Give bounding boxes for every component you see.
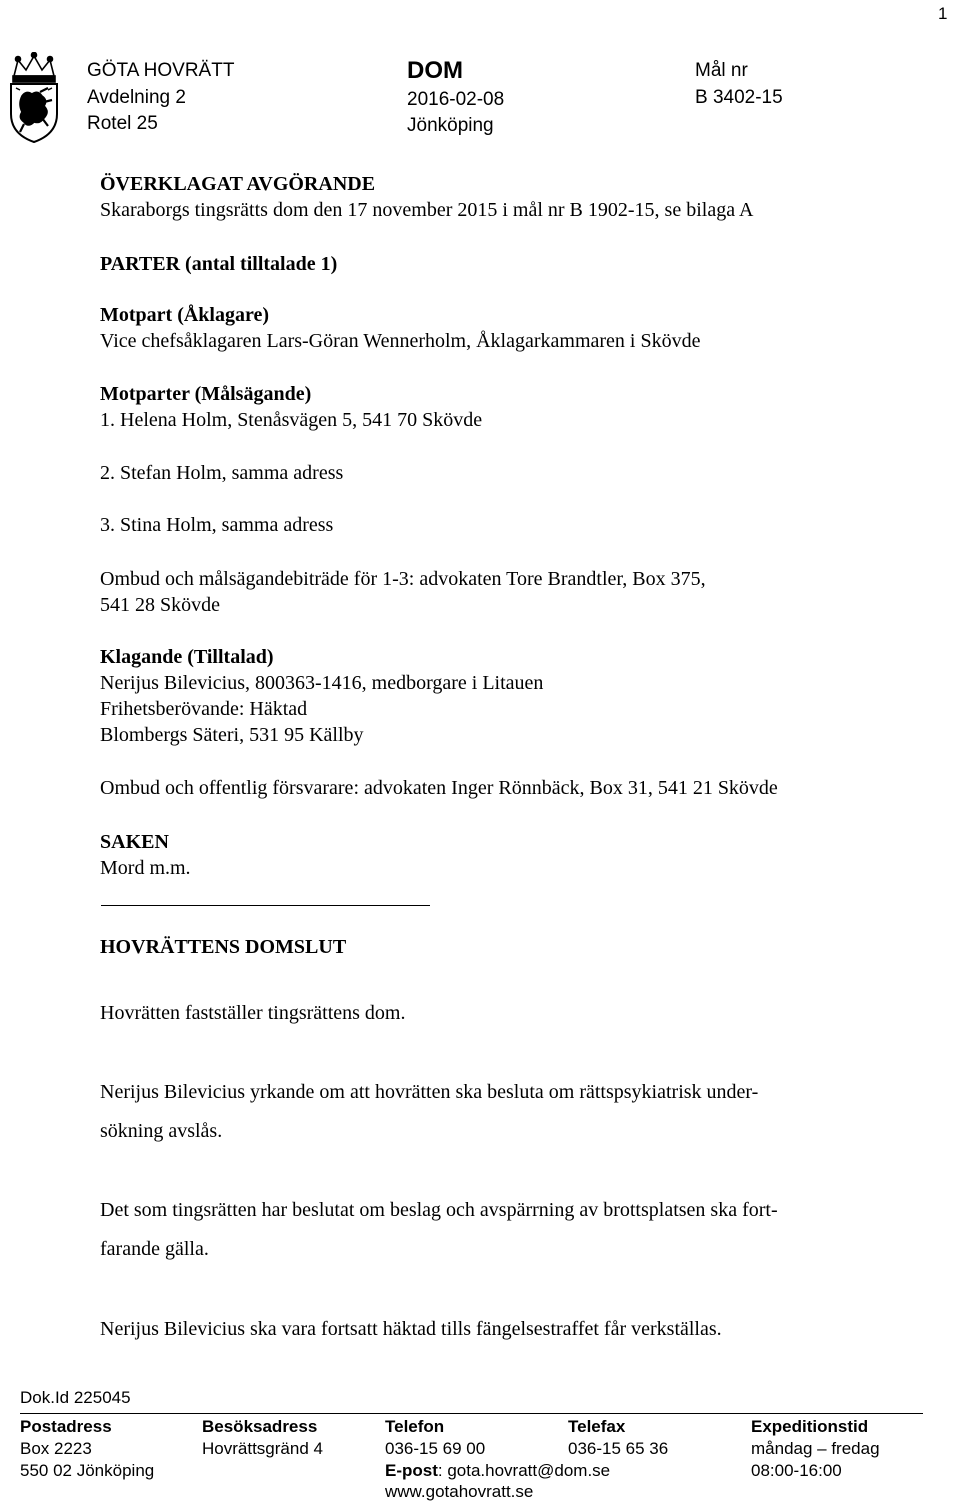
ruling-heading: HOVRÄTTENS DOMSLUT bbox=[100, 936, 347, 958]
footer-hours-days: måndag – fredag bbox=[751, 1439, 880, 1458]
ruling-paragraph-2-line1: Nerijus Bilevicius yrkande om att hovrätten ska besluta om rättspsykiatrisk under- bbox=[100, 1081, 759, 1103]
ruling-paragraph-2-line2: sökning avslås. bbox=[100, 1120, 223, 1142]
footer-rule bbox=[20, 1413, 923, 1414]
footer-visit-line1: Hovrättsgränd 4 bbox=[202, 1439, 323, 1458]
injured-party-2: 2. Stefan Holm, samma adress bbox=[100, 462, 344, 484]
footer-postal-line1: Box 2223 bbox=[20, 1439, 92, 1458]
prosecutor-heading: Motpart (Åklagare) bbox=[100, 304, 270, 326]
document-place: Jönköping bbox=[407, 115, 494, 136]
rotel: Rotel 25 bbox=[87, 113, 158, 134]
page-number: 1 bbox=[938, 4, 948, 23]
footer-visit-heading: Besöksadress bbox=[202, 1417, 318, 1436]
appellant-heading: Klagande (Tilltalad) bbox=[100, 646, 274, 668]
footer-website-link[interactable]: www.gotahovratt.se bbox=[385, 1482, 534, 1501]
ruling-paragraph-1: Hovrätten fastställer tingsrättens dom. bbox=[100, 1002, 406, 1024]
section-divider bbox=[101, 905, 430, 906]
footer-email-value[interactable]: : gota.hovratt@dom.se bbox=[437, 1461, 611, 1480]
footer-hours-time: 08:00-16:00 bbox=[751, 1461, 842, 1480]
footer-email-label: E-post bbox=[385, 1461, 438, 1480]
injured-counsel-line1: Ombud och målsägandebiträde för 1-3: advokaten Tore Brandtler, Box 375, bbox=[100, 568, 706, 590]
footer-email[interactable] bbox=[385, 1460, 610, 1482]
ruling-paragraph-3-line1: Det som tingsrätten har beslutat om beslag och avspärrning av brottsplatsen ska fort- bbox=[100, 1199, 778, 1221]
coat-of-arms-logo bbox=[4, 52, 64, 144]
division: Avdelning 2 bbox=[87, 87, 186, 108]
appealed-text: Skaraborgs tingsrätts dom den 17 november 2015 i mål nr B 1902-15, se bilaga A bbox=[100, 199, 754, 221]
prosecutor-text: Vice chefsåklagaren Lars-Göran Wennerholm, Åklagarkammaren i Skövde bbox=[100, 330, 701, 352]
court-name: GÖTA HOVRÄTT bbox=[87, 60, 235, 81]
defender-text: Ombud och offentlig försvarare: advokaten Inger Rönnbäck, Box 31, 541 21 Skövde bbox=[100, 777, 778, 799]
matter-heading: SAKEN bbox=[100, 831, 169, 853]
document-date: 2016-02-08 bbox=[407, 89, 505, 110]
document-type: DOM bbox=[407, 57, 463, 84]
footer-fax-heading: Telefax bbox=[568, 1417, 626, 1436]
case-label: Mål nr bbox=[695, 60, 748, 81]
document-id: Dok.Id 225045 bbox=[20, 1388, 131, 1407]
injured-party-1: 1. Helena Holm, Stenåsvägen 5, 541 70 Skövde bbox=[100, 409, 483, 431]
appellant-line3: Blombergs Säteri, 531 95 Källby bbox=[100, 724, 364, 746]
footer-fax-number: 036-15 65 36 bbox=[568, 1439, 669, 1458]
appellant-line1: Nerijus Bilevicius, 800363-1416, medborgare i Litauen bbox=[100, 672, 544, 694]
footer-postal-heading: Postadress bbox=[20, 1417, 112, 1436]
ruling-paragraph-3-line2: farande gälla. bbox=[100, 1238, 209, 1260]
matter-text: Mord m.m. bbox=[100, 857, 191, 879]
appellant-line2: Frihetsberövande: Häktad bbox=[100, 698, 308, 720]
injured-counsel-line2: 541 28 Skövde bbox=[100, 594, 220, 616]
ruling-paragraph-4: Nerijus Bilevicius ska vara fortsatt häktad tills fängelsestraffet får verkställas. bbox=[100, 1318, 722, 1340]
injured-heading: Motparter (Målsägande) bbox=[100, 383, 312, 405]
footer-phone-heading: Telefon bbox=[385, 1417, 445, 1436]
footer-postal-line2: 550 02 Jönköping bbox=[20, 1461, 155, 1480]
footer-phone-number: 036-15 69 00 bbox=[385, 1439, 486, 1458]
footer-hours-heading: Expeditionstid bbox=[751, 1417, 869, 1436]
injured-party-3: 3. Stina Holm, samma adress bbox=[100, 514, 334, 536]
case-number: B 3402-15 bbox=[695, 87, 783, 108]
parties-heading: PARTER (antal tilltalade 1) bbox=[100, 253, 338, 275]
appealed-heading: ÖVERKLAGAT AVGÖRANDE bbox=[100, 173, 376, 195]
